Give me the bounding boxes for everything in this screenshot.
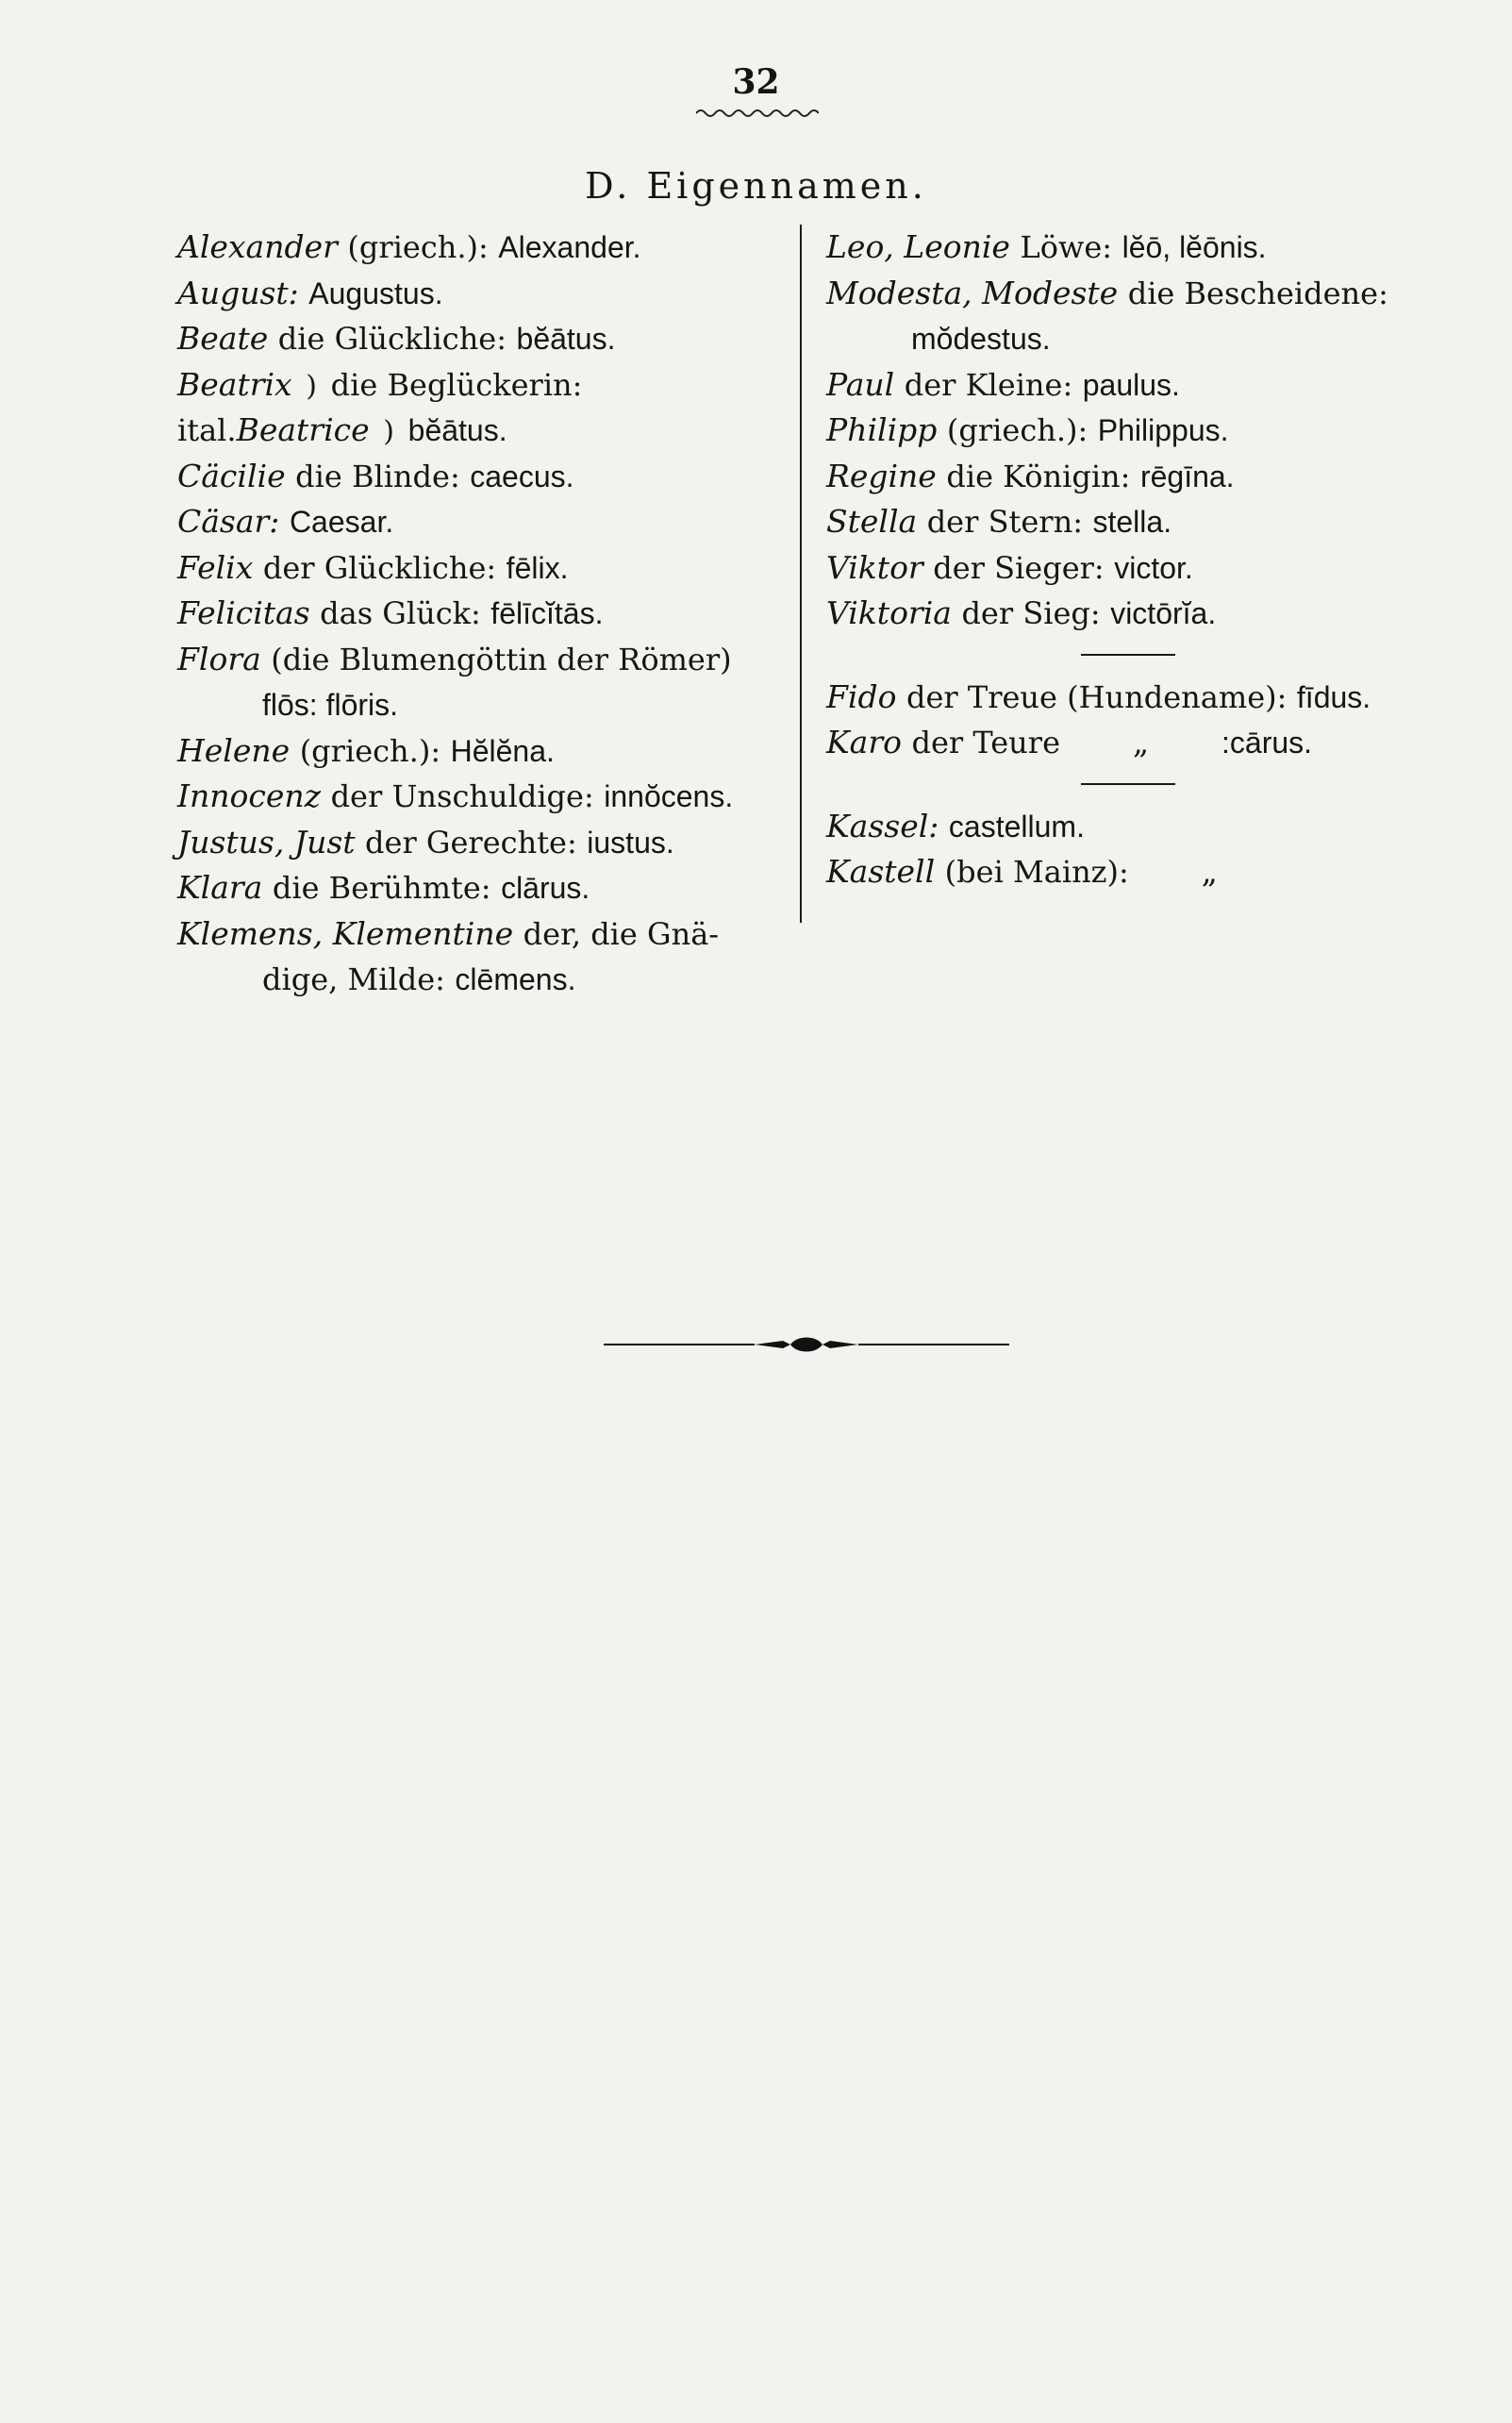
entry-line bbox=[826, 545, 1439, 592]
entry-line bbox=[826, 408, 1439, 454]
entry-name: Beate bbox=[177, 320, 269, 357]
entry-latin: victor. bbox=[1114, 550, 1193, 585]
entry-name: Felicitas bbox=[177, 594, 310, 631]
entry-meaning: (die Blumengöttin der Römer) bbox=[271, 641, 732, 677]
entry-latin: fēlix. bbox=[506, 550, 569, 585]
short-rule bbox=[1081, 654, 1175, 656]
entry-name: Stella bbox=[826, 503, 918, 540]
entry-latin: fīdus. bbox=[1296, 679, 1371, 714]
right-column-block-3 bbox=[826, 804, 1439, 895]
entry-name: Klemens, Klementine bbox=[177, 914, 514, 952]
entry-name: August: bbox=[177, 274, 299, 311]
entry-name: Klara bbox=[177, 869, 263, 906]
entry-latin: :cārus. bbox=[1221, 726, 1313, 760]
entry-meaning: der Stern: bbox=[926, 504, 1083, 540]
entry-name: Kastell bbox=[826, 853, 936, 890]
entry-latin: castellum. bbox=[948, 809, 1085, 844]
entry-meaning: Löwe: bbox=[1020, 229, 1113, 265]
entry-line bbox=[177, 637, 790, 683]
entry-line bbox=[177, 728, 790, 775]
entry-name: Modesta, Modeste bbox=[826, 274, 1119, 311]
entry-latin: Augustus. bbox=[308, 276, 443, 310]
entry-line bbox=[177, 271, 790, 317]
entry-latin: Alexander. bbox=[498, 230, 641, 264]
entry-meaning: (griech.): bbox=[347, 229, 489, 265]
entry-meaning: die Beglückerin: bbox=[330, 366, 583, 403]
entry-meaning: der Teure bbox=[911, 725, 1061, 760]
entry-meaning: (bei Mainz): bbox=[944, 854, 1129, 890]
entry-name: Fido bbox=[826, 677, 897, 715]
entry-line bbox=[177, 865, 790, 911]
column-divider bbox=[800, 225, 802, 923]
ditto-mark: „ bbox=[1132, 724, 1150, 760]
entry-name: Innocenz bbox=[177, 777, 322, 814]
entry-line bbox=[177, 957, 790, 1003]
entry-latin: rēgīna. bbox=[1139, 459, 1235, 493]
entry-name: Alexander bbox=[177, 228, 338, 265]
entry-name: Cäsar: bbox=[177, 503, 280, 540]
entry-line bbox=[177, 454, 790, 500]
entry-latin: Hĕlĕna. bbox=[450, 733, 555, 768]
section-heading: D. Eigennamen. bbox=[585, 165, 927, 207]
entry-line bbox=[826, 720, 1439, 766]
right-column bbox=[826, 225, 1439, 895]
entry-name: Viktoria bbox=[826, 594, 952, 631]
entry-line bbox=[826, 499, 1439, 545]
entry-name: Beatrice bbox=[236, 411, 370, 448]
entry-name: Paul bbox=[826, 365, 895, 403]
entry-line bbox=[826, 804, 1439, 850]
ornament-divider bbox=[604, 1326, 1009, 1363]
entry-meaning: der Unschuldige: bbox=[330, 778, 594, 814]
entry-name: Philipp bbox=[826, 411, 938, 448]
entry-name: Karo bbox=[826, 724, 902, 760]
bracket-mark: ) bbox=[306, 369, 318, 403]
entry-line bbox=[177, 225, 790, 271]
entry-latin: clārus. bbox=[501, 871, 590, 905]
entry-name: Leo, Leonie bbox=[826, 228, 1010, 265]
entry-name: Justus, Just bbox=[177, 823, 356, 861]
entry-latin: victōrĭa. bbox=[1110, 596, 1217, 630]
entry-meaning: der Sieg: bbox=[961, 595, 1101, 631]
entry-line bbox=[826, 454, 1439, 500]
ditto-mark: „ bbox=[1201, 853, 1218, 890]
entry-latin: flōs: flōris. bbox=[262, 688, 399, 722]
entry-latin: bĕātus. bbox=[407, 413, 507, 447]
bracket-mark: ) bbox=[383, 415, 394, 448]
entry-line bbox=[177, 362, 790, 409]
entry-meaning: die Blinde: bbox=[295, 458, 460, 494]
entry-name: Regine bbox=[826, 457, 937, 494]
entry-meaning: die Glückliche: bbox=[277, 321, 507, 357]
entry-line bbox=[177, 591, 790, 637]
left-column bbox=[177, 225, 790, 1003]
entry-line bbox=[826, 362, 1439, 409]
entry-meaning: der Kleine: bbox=[904, 366, 1073, 403]
entry-name: Flora bbox=[177, 640, 261, 677]
entry-latin: bĕātus. bbox=[516, 322, 616, 356]
entry-line bbox=[177, 820, 790, 866]
right-column-block-2 bbox=[826, 675, 1439, 766]
entry-meaning: (griech.): bbox=[946, 412, 1088, 448]
entry-name: Felix bbox=[177, 548, 254, 586]
entry-line bbox=[177, 774, 790, 820]
entry-line bbox=[826, 271, 1439, 317]
entry-name: Viktor bbox=[826, 548, 923, 586]
entry-latin: paulus. bbox=[1082, 367, 1180, 402]
entry-name: Kassel: bbox=[826, 807, 939, 844]
page-number: 32 bbox=[732, 62, 780, 102]
entry-meaning: der Gerechte: bbox=[365, 824, 577, 861]
entry-name: Helene bbox=[177, 731, 291, 769]
entry-meaning: der Glückliche: bbox=[262, 549, 497, 586]
entry-meaning: der Treue (Hundename): bbox=[906, 678, 1288, 715]
entry-line bbox=[826, 675, 1439, 721]
entry-meaning: der Sieger: bbox=[933, 549, 1105, 586]
entry-latin: iustus. bbox=[587, 825, 674, 860]
short-rule bbox=[1081, 783, 1175, 785]
entry-meaning: die Berühmte: bbox=[272, 870, 491, 906]
entry-line bbox=[177, 682, 790, 728]
entry-line bbox=[826, 849, 1439, 895]
entry-latin: mŏdestus. bbox=[911, 322, 1051, 356]
entry-meaning: die Bescheidene: bbox=[1127, 275, 1388, 311]
entry-name: Beatrix bbox=[177, 365, 292, 403]
entry-line bbox=[826, 225, 1439, 271]
entry-latin: caecus. bbox=[470, 459, 574, 493]
entry-meaning: der, die Gnä- bbox=[523, 915, 720, 952]
entry-latin: innŏcens. bbox=[604, 779, 734, 813]
entry-meaning: (griech.): bbox=[299, 732, 441, 769]
entry-meaning: dige, Milde: bbox=[262, 961, 445, 997]
entry-line bbox=[177, 545, 790, 592]
entry-latin: lĕō, lĕōnis. bbox=[1122, 230, 1267, 264]
entry-line bbox=[177, 499, 790, 545]
entry-latin: Philippus. bbox=[1097, 413, 1229, 447]
entry-line bbox=[177, 408, 790, 454]
entry-latin: Caesar. bbox=[289, 505, 394, 539]
entry-line bbox=[826, 591, 1439, 637]
entry-latin: clēmens. bbox=[455, 962, 576, 996]
entry-line bbox=[177, 911, 790, 958]
entry-line bbox=[826, 316, 1439, 362]
entry-latin: stella. bbox=[1092, 505, 1172, 539]
entry-name: Cäcilie bbox=[177, 457, 286, 494]
page-number-underline bbox=[696, 107, 819, 120]
entry-latin: fēlīcĭtās. bbox=[490, 596, 604, 630]
entry-line bbox=[177, 316, 790, 362]
entry-meaning: die Königin: bbox=[946, 458, 1131, 494]
right-column-block-1 bbox=[826, 225, 1439, 637]
entry-prefix: ital. bbox=[177, 412, 237, 448]
entry-meaning: das Glück: bbox=[320, 595, 481, 631]
